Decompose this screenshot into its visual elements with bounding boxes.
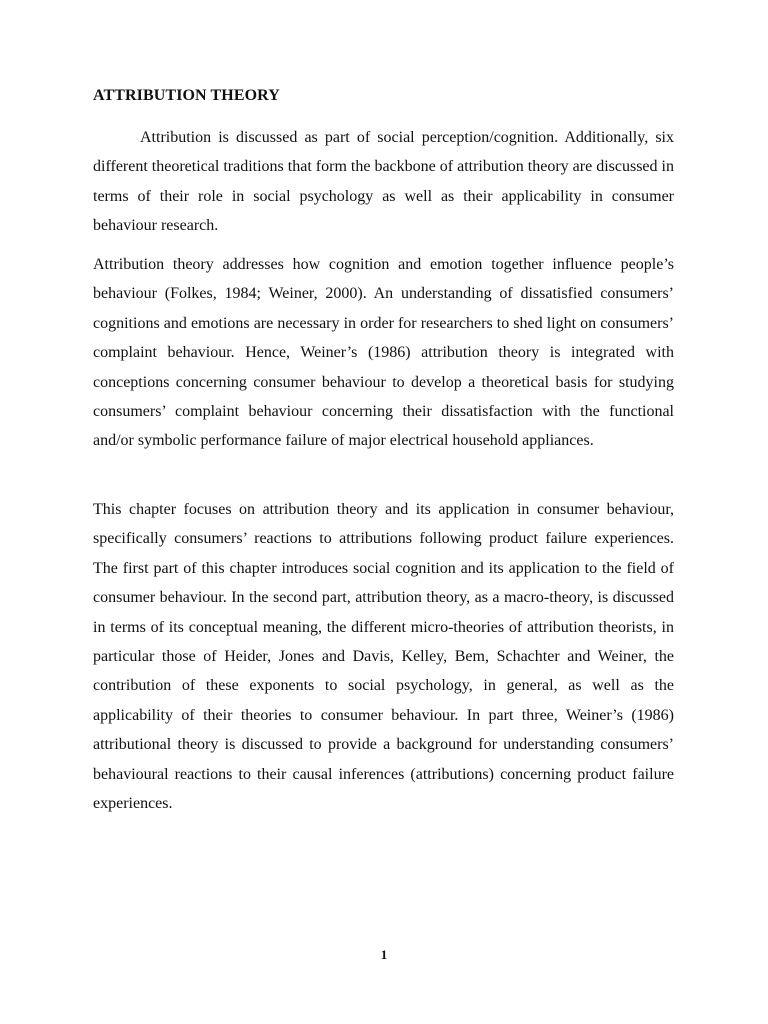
- page-number: 1: [380, 947, 388, 962]
- section-heading: ATTRIBUTION THEORY: [93, 87, 280, 104]
- paragraph-1: Attribution is discussed as part of social perception/cognition. Additionally, six different theoretical traditions that form the backbone of attribution theory are discussed in terms of their role in social psychology as well as their applicability in consumer behaviour research.: [93, 129, 674, 235]
- paragraph-2: Attribution theory addresses how cognition and emotion together influence people’s behaviour (Folkes, 1984; Weiner, 2000). An understanding of dissatisfied consumers’ cognitions and emotions are necessary in order for researchers to shed light on consumers’ complaint behaviour. Hence, Weiner’s (1986) attribution theory is integrated with conceptions concerning consumer behaviour to develop a theoretical basis for studying consumers’ complaint behaviour concerning their dissatisfaction with the functional and/or symbolic performance failure of major electrical household appliances.: [93, 256, 674, 450]
- paragraph-3: This chapter focuses on attribution theory and its application in consumer behaviour, specifically consumers’ reactions to attributions following product failure experiences. The first part of this chapter introduces social cognition and its application to the field of consumer behaviour. In the second part, attribution theory, as a macro-theory, is discussed in terms of its conceptual meaning, the different micro-theories of attribution theorists, in particular those of Heider, Jones and Davis, Kelley, Bem, Schachter and Weiner, the contribution of these exponents to social psychology, in general, as well as the applicability of their theories to consumer behaviour. In part three, Weiner’s (1986) attributional theory is discussed to provide a background for understanding consumers’ behavioural reactions to their causal inferences (attributions) concerning product failure experiences.: [93, 501, 674, 813]
